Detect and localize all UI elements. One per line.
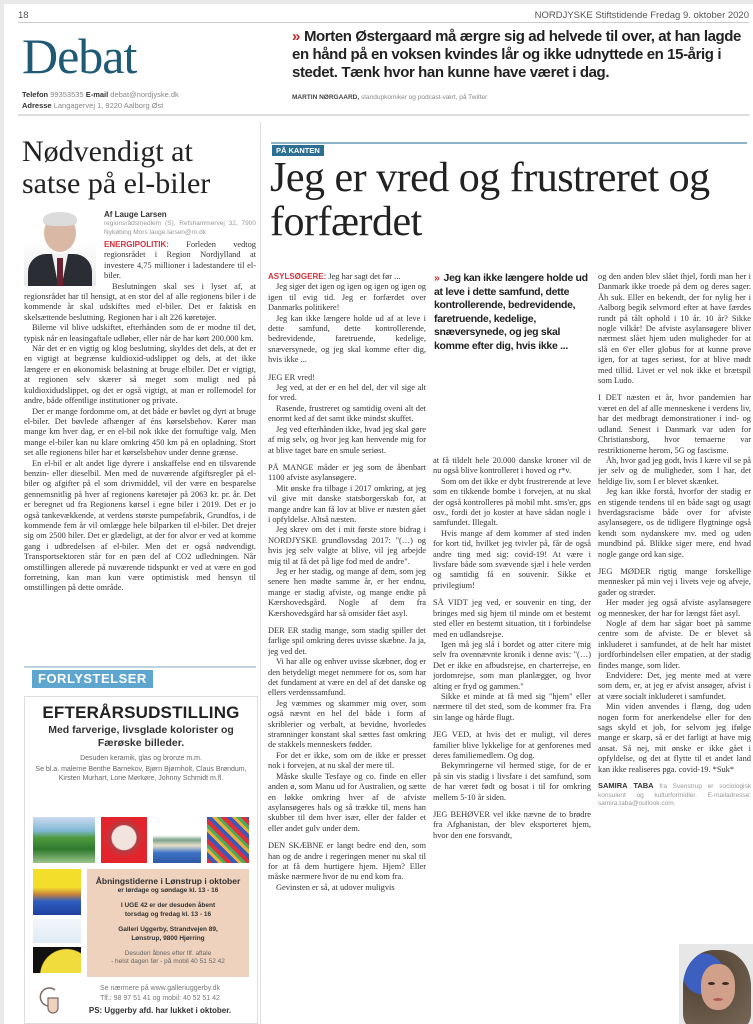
painting-boat — [33, 869, 81, 915]
main-article-column-1 — [268, 272, 426, 1022]
paragraph-text: For det er ikke, som om de ikke er presset nok i forvejen, at nu skal der mere til. — [268, 750, 426, 771]
article-paragraph — [433, 477, 591, 529]
paragraph-text: DER ER stadig mange, som stadig spiller det farlige spil omkring deres uvisse skæbne. Ja ja, jeg ved det. — [268, 626, 426, 656]
article-paragraph — [268, 525, 426, 567]
paragraph-text: Nogle af dem har sågar boet på samme centre som de afviste. De er blevet så inkluderet i samfundet, at de helt har mistet jordforbindelsen eller empatien, at der stadig findes mange, som lider. — [598, 619, 751, 670]
paragraph-text: SÅ VIDT jeg ved, er souvenir en ting, der bringes med sig hjem til minde om et bestemt sted eller en bestemt situation, tit i forbindelse med en udlandsrejse. — [433, 598, 591, 639]
main-article-column-2 — [433, 456, 591, 1022]
article-paragraph — [268, 383, 426, 404]
top-quote-attribution — [292, 94, 487, 101]
gallery-address-1: Galleri Uggerby, Strandvejen 89, — [118, 925, 218, 933]
ad-note-2: - helst dagen før - på mobil 40 51 52 42 — [111, 958, 225, 965]
paragraph-text: Bekymringerne vil hermed stige, for de er på sin vis stadig i livsfare i det samfund, som de har været født og bosat i til for omkring mellem 5-10 år siden. — [433, 761, 591, 802]
article-paragraph — [268, 272, 426, 282]
top-quote — [292, 28, 752, 82]
email-link[interactable]: debat@nordjyske.dk — [110, 90, 179, 99]
gallery-address-2: Lønstrup, 9800 Hjørring — [131, 935, 205, 942]
forlystelser-divider — [24, 666, 256, 668]
newspaper-page — [4, 4, 753, 1024]
article-paragraph — [598, 671, 751, 702]
paragraph-text: Hvis mange af dem kommer af sted inden for kort tid, hvilket jeg tvivler på, får de også andre ting med sig: covid-19! At være i livsfare både som svævende sjæl i hele verden og samtidig få en souvenir. Sikke et privilegium! — [433, 528, 591, 590]
paragraph-text: Her møder jeg også afviste asylansøgere og mennesker, der har for længst fået asyl. — [598, 598, 751, 618]
paragraph-text: Som om det ikke er dybt frustrerende at leve som en tikkende bombe i forvejen, at nu skal der også kontrolleres på mobil mht. sms'er, gps osv., fordi det jo koster at have sådan nogle i samfundet. Illegalt. — [433, 476, 591, 528]
paragraph-text: Jeg væmmes og skammer mig over, som også nævnt en hel del både i form af skriblerier og verbalt, at bevidne, hvorledes stramninger konstant skal sættes fast omkring de stakkels menneskers fødder. — [268, 698, 426, 750]
gallery-logo-icon — [39, 985, 63, 1015]
paragraph-text: Mit ønske fra tilbage i 2017 omkring, at jeg vil give mit danske statsborgerskab for, at mange andre kan få lov at blive er næsten gået i opfyldelse. Altså næsten. — [268, 483, 426, 524]
author-signature — [598, 782, 751, 809]
left-article-kicker: ENERGIPOLITIK: — [104, 240, 169, 249]
painting-face — [101, 817, 147, 863]
article-paragraph — [433, 598, 591, 640]
quote-author-role: standupkomiker og podcast-vært, på Twitter — [360, 94, 488, 101]
paragraph-text: Igen må jeg slå i bordet og atter citere mig selv fra ovennævnte kronik i denne avis: "(…) Det er ikke en afbudsrejse, en charterrejse, en jordomrejse, som man planlægger, og hvor alting er fryd og gammen." — [433, 639, 591, 691]
left-article-byline: Af Lauge Larsen — [104, 210, 167, 219]
article-paragraph — [268, 314, 426, 366]
phone-label: Telefon — [22, 90, 49, 99]
ad-ps: PS: Uggerby afd. har lukket i oktober. — [88, 1006, 232, 1015]
left-article-paragraph: Bilerne vil blive udskiftet, efterhånden som de er modne til det, typisk når en leasingaftale udløber, eller når de har kørt 200.000 km. — [24, 323, 256, 343]
article-paragraph — [598, 598, 751, 619]
article-paragraph — [433, 810, 591, 841]
article-paragraph — [268, 463, 426, 484]
article-paragraph — [433, 529, 591, 591]
hours-2b: torsdag og fredag kl. 13 - 16 — [124, 911, 212, 918]
paragraph-text: at få tildelt hele 20.000 danske kroner vil de nu også blive kontrolleret i hoved og r*v. — [433, 456, 591, 476]
ad-small-paintings — [33, 869, 81, 973]
forlystelser-tag: FORLYSTELSER — [32, 670, 153, 688]
painting-tree — [153, 817, 201, 863]
left-article-byline-sub: regionsrådsmedlem (S), Refshammervej 32, 7900 Nykøbing Mors lauge.larsen@rn.dk — [104, 220, 256, 236]
article-paragraph — [268, 567, 426, 619]
ad-line-1: Desuden keramik, glas og bronze m.m. — [80, 755, 202, 762]
author-photo-samira — [679, 944, 753, 1024]
paragraph-text: Jeg kan ikke forstå, hvorfor der stadig er en stigende tendens til en både sagt og usagt hverdagsracisme både over for afviste asylansøgere, os de tidligere flygtninge også kendt som nydanskere mv. med og uden mundbind på. Blikke siger mere, end hvad nogle gange ord kan sige. — [598, 487, 751, 559]
paragraph-text: Jeg kan ikke længere holde ud af at leve i dette samfund, dette kontrollerende, bedrevidende, faretruende, kedelige, snæversynede, og jeg skal komme efter dig, hvis ikke ... — [268, 313, 426, 365]
painting-abstract — [207, 817, 249, 863]
article-paragraph — [268, 657, 426, 699]
edition-line: NORDJYSKE Stiftstidende Fredag 9. oktober 2020 — [534, 10, 749, 21]
article-paragraph — [268, 883, 426, 893]
article-paragraph — [268, 373, 426, 383]
paragraph-text: JEG ER vred! — [268, 372, 315, 382]
section-title: Debat — [22, 28, 137, 84]
paragraph-text: Jeg skrev om det i mit første store bidrag i NORDJYSKE grundlovsdag 2017: "(…) og hvis jeg selv valgte at blive, vil jeg arbejde mig til at få det på lige fod med de andre". — [268, 525, 426, 566]
main-article-title: Jeg er vred og frustreret og forfærdet — [270, 155, 710, 245]
article-paragraph — [433, 640, 591, 692]
ad-paintings — [33, 817, 249, 863]
article-paragraph — [268, 484, 426, 526]
address-value: Langagervej 1, 9220 Aalborg Øst — [53, 101, 164, 110]
left-article-paragraph: Når det er en vigtig og klog beslutning, skyldes det dels, at det er en vigtigt at begrænse kuldioxid-udslippet og dels, at det ikke længere er en økonomisk belastning at bruge elbiler. Det er vigtigt, at regionen selv skærer så meget som muligt ned på kuldioxidudslippet, og det er også vigtigt, at man er rollemodel for andre, både offentlige institutioner og private. — [24, 344, 256, 406]
author-info: fra Svenstrup er sociologisk konsulent og kulturformidler. E-mailadresse: samira.taba@outlook.com. — [598, 783, 751, 808]
address-label: Adresse — [22, 101, 52, 110]
paragraph-text: PÅ MANGE måder er jeg som de åbenbart 1100 afviste asylansøgere. — [268, 462, 426, 483]
pa-kanten-tag: PÅ KANTEN — [272, 145, 324, 156]
article-paragraph — [598, 567, 751, 598]
hours-1: er lørdage og søndage kl. 13 - 16 — [117, 887, 219, 894]
paragraph-text: Rasende, frustreret og samtidig oveni alt det enormt ked af det samt ikke mindst skuffet. — [268, 403, 426, 424]
article-paragraph — [268, 282, 426, 313]
paragraph-text: JEG VED, at hvis det er muligt, vil deres familier blive lykkelige for at genforenes med deres familiemedlem. Og dog. — [433, 730, 591, 760]
page-number: 18 — [18, 10, 29, 21]
ad-line-2: Se bl.a. malerne Benthe Barnekov, Bjørn Bjørnholt, Claus Brøndum, Kirsten Murhart, Lone Mørkøre, Johnny Schmidt m.fl. — [35, 766, 247, 782]
left-article-title: Nødvendigt at satse på el-biler — [22, 135, 211, 200]
paragraph-text: Jeg har sagt det før ... — [328, 272, 401, 281]
author-name: SAMIRA TABA — [598, 781, 654, 791]
left-article-lead-text: Forleden vedtog regionsrådet i Region Nordjylland at investere 4,75 millioner i ladestandere til el-biler. — [104, 240, 256, 281]
paragraph-text: Åh, hvor gad jeg godt, hvis I kære vil se på jer selv og de muligheder, som I har, det heldige liv, som I er blevet skænket. — [598, 455, 751, 486]
hours-2a: I UGE 42 er der desuden åbent — [120, 901, 216, 909]
paragraph-text: Min viden anvendes i flæng, dog uden nogen form for anerkendelse eller for den sags skyld et job, for selvom jeg ifølge mange er skarp, så er det farligt at have mig ansat. Så nej, mit ønske er ikke gået i opfyldelse, og det at flytte til et andet land kan ikke realiseres pga. covid-19. *Suk* — [598, 702, 751, 774]
phone-number: 99353535 — [50, 90, 84, 99]
pull-quote — [434, 272, 588, 353]
pull-quote-text: Jeg kan ikke længere holde ud at leve i dette samfund, dette kontrollerende, bedrevidende, faretruende, kedelige, snæversynede, og jeg skal komme efter dig, hvis ikke ... — [434, 272, 588, 352]
paragraph-text: Sikke et minde at få med sig "hjem" eller nærmere til det sted, som de kommer fra. Fra sin lange og hårde flugt. — [433, 691, 591, 722]
article-paragraph — [433, 692, 591, 723]
article-paragraph — [433, 730, 591, 761]
article-paragraph — [598, 702, 751, 775]
ad-subtitle: Med farverige, livsglade kolorister og Færøske billeder. — [48, 724, 234, 749]
article-paragraph — [433, 456, 591, 477]
left-article-lead2: Beslutningen skal ses i lyset af, at regionsrådet har til hensigt, at en stor del af alle regionens biler i de kommende år skal udskiftes med el-biler. Det er faktisk en skelsættende beslutning. Regionen har i alt 226 køretøjer. — [24, 281, 256, 322]
paragraph-text: JEG MØDER rigtig mange forskellige mennesker på min vej i livets veje og afveje, gader og stræder. — [598, 566, 751, 597]
hours-title: Åbningstiderne i Lønstrup i oktober — [95, 876, 241, 886]
ad-phone: Tlf.: 98 97 51 41 og mobil: 40 52 51 42 — [100, 995, 220, 1002]
gallery-advertisement — [24, 696, 258, 1024]
article-paragraph — [433, 761, 591, 803]
paragraph-text: Jeg er her stadig, og mange af dem, som jeg senere hen mødte samme år, er her endnu, mange er stadig afviste, og mange endte på Kærshovedsgård. Nogle af dem fra Kærshovedsgård har så omsider fået asyl. — [268, 566, 426, 618]
article-paragraph — [598, 272, 751, 386]
main-article-divider — [271, 142, 747, 144]
painting-moon — [33, 947, 81, 973]
article-paragraph — [268, 772, 426, 834]
ad-opening-hours — [87, 869, 249, 977]
ad-website[interactable]: Se nærmere på www.galleriuggerby.dk — [99, 985, 221, 992]
column-divider — [260, 122, 261, 1024]
quote-chevron-icon: » — [292, 28, 300, 45]
paragraph-text: JEG BEHØVER vel ikke nævne de to brødre fra Afghanistan, der blev eksporteret hjem, hvor den ene forsvandt, — [433, 810, 591, 840]
article-paragraph — [598, 619, 751, 671]
painting-light — [33, 919, 81, 943]
contact-info — [22, 89, 179, 111]
article-paragraph — [268, 699, 426, 751]
email-label: E-mail — [85, 90, 109, 99]
author-photo-wrapper — [24, 210, 96, 286]
paragraph-text: Jeg ved efterhånden ikke, hvad jeg skal gøre af mig selv, og hvor jeg kan henvende mig for at blive taget bare en smule seriøst. — [268, 424, 426, 455]
ad-note-1: Desuden åbnes efter tlf. aftale — [124, 949, 212, 957]
ad-title: EFTERÅRSUDSTILLING — [42, 703, 240, 722]
left-article-paragraph: En el-bil er alt andet lige dyrere i anskaffelse end en tilsvarende benzin- eller dieselbil. Men med de nuværende afgiftsregler på el-biler og afgifter på el som drivmiddel, vil der være en besparelse gennemsnitlig på hver af regionens køretøjer på 2063 kr. pr. år. Det er beregnet ud fra Regionens kørsel i egne biler i 2019. Det er jo også tankevækkende, at verdens største pumpefabrik, Grundfos, i de kommende fem år vil omlægge hele bilparken til el-biler. Det drejer sig om 2500 biler. Det er glædeligt, at der for alvor er ved at komme gang i udbredelsen af el-biler. Men det er også nødvendigt. Transportsektoren står for en pæn del af CO2 udledningen. Når omstillingen allerede på nuværende tidspunkt er ved at være en god forretning, kan man kun være optimistisk med hensyn til omstillingen på dette område. — [24, 458, 256, 593]
painting-landscape — [33, 817, 95, 863]
pull-quote-chevron-icon: » — [434, 272, 440, 284]
left-article-paragraph: Der er mange fordomme om, at det både er bøvlet og dyrt at bruge el-biler. Det bøvlede afhænger af éns kørselsbehov. Kører man mange km hver dag, er en el-bil nok ikke det fornuftige valg. Men mange el-biler kan nu klare omkring 450 km på en opladning. Stort set alle regionens biler har et kørselsbehov under denne grænse. — [24, 406, 256, 458]
main-article-kicker: ASYLSØGERE: — [268, 272, 327, 281]
header-divider — [18, 114, 749, 116]
paragraph-text: og den anden blev slået ihjel, fordi man her i Danmark ikke troede på dem og deres sager. Åh suk. Eller en bekendt, der for nylig her i Aalborg begik selvmord efter at have færdes rundt på tålt ophold i 10 år. 10 år? Sikke nogle vilkår! De afviste asylansøgere bliver nærmest slået hjem uden muligheder for at slå en 6'er eller globus for at kunne prøve igen, for at tages seriøst, for at blive mødt med tillid. Livet er vel nok ikke et brætspil som Ludo. — [598, 272, 751, 386]
article-paragraph — [268, 841, 426, 883]
quote-author: MARTIN NØRGAARD, — [292, 94, 360, 101]
left-article-body — [24, 210, 256, 662]
article-paragraph — [598, 456, 751, 487]
main-article-column-3 — [598, 272, 751, 940]
paragraph-text: Jeg ved, at der er en hel del, der vil sige alt for vred. — [268, 383, 426, 403]
article-paragraph — [268, 626, 426, 657]
article-paragraph — [268, 425, 426, 456]
article-paragraph — [598, 487, 751, 560]
paragraph-text: I DET næsten et år, hvor pandemien har været en del af alle menneskene i verdens liv, har det medbragt demonstrationer i ind- og udland. Senest i Danmark var uden for Christiansborg, hvor temaerne var restriktionerne herom, 5G og fascisme. — [598, 393, 751, 455]
top-quote-text: Morten Østergaard må ærgre sig ad helvede til over, at han lagde en hånd på en voksen kvindes lår og ikke udnyttede en 15-årig i stedet. Tænk hvor han kunne have været i dag. — [292, 28, 741, 81]
paragraph-text: Endvidere: Det, jeg mente med at være som dem, er, at jeg er afvist ansøger, afvist i at være socialt inkluderet i samfundet. — [598, 671, 751, 701]
paragraph-text: Måske skulle Tesfaye og co. finde en eller anden ø, som Manu ud for Australien, og sætte en løkke omkring hver af de afviste asylansøgeres hals og så trække til, mens han skubber til dem hver især, eller der falder et eller andet gulv under dem. — [268, 771, 426, 833]
article-paragraph — [598, 393, 751, 455]
article-paragraph — [268, 404, 426, 425]
article-paragraph — [268, 751, 426, 772]
ad-contact — [69, 984, 251, 1016]
paragraph-text: Jeg siger det igen og igen og igen og igen og igen til evig tid. Jeg er forfærdet over Danmarks politikere! — [268, 282, 426, 313]
page-topbar — [18, 8, 749, 23]
paragraph-text: DEN SKÆBNE er langt bedre end den, som han og de andre i regeringen mener nu skal til for at få dem hurtigere hjem. Hjem? Eller måske nærmere hvor de nu end kom fra. — [268, 841, 426, 882]
author-photo — [24, 210, 96, 286]
paragraph-text: Gevinsten er så, at udover muligvis — [276, 882, 395, 892]
paragraph-text: Vi har alle og enhver uvisse skæbner, dog er den betydeligt meget nemmere for os, som har det fundament at være en del af det danske og ellers verdenssamfund. — [268, 657, 426, 698]
